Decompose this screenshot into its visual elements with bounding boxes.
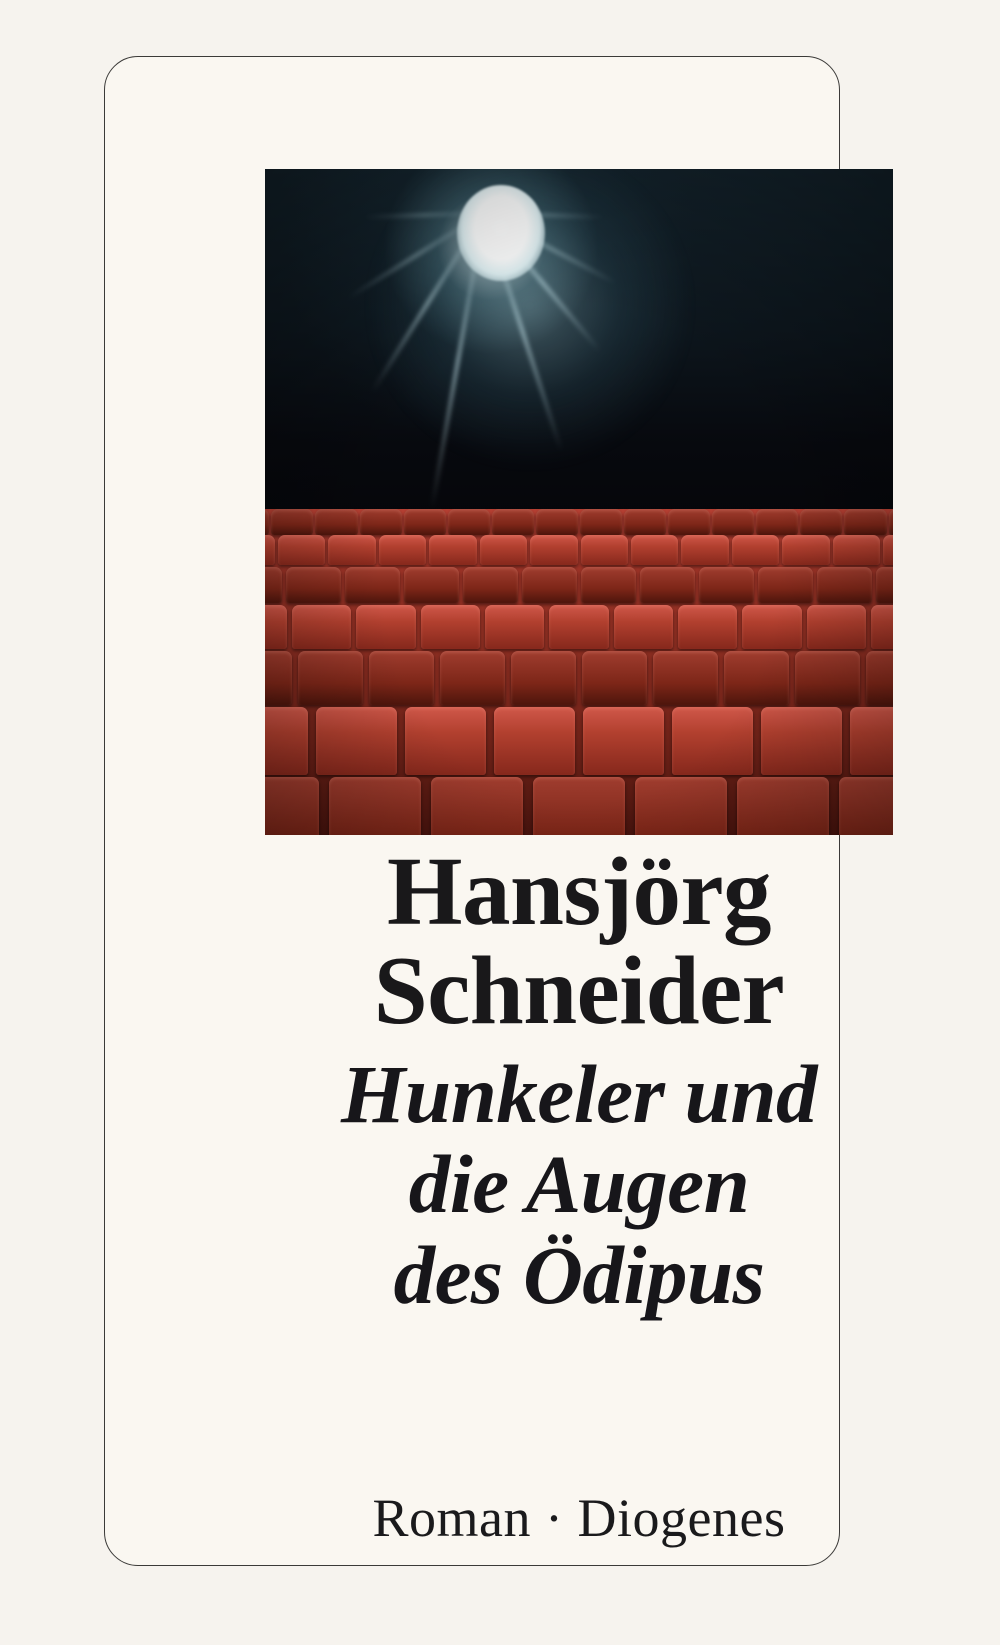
footer-separator: · <box>545 1488 564 1548</box>
seat-row <box>265 535 893 565</box>
publisher-name: Diogenes <box>577 1488 786 1548</box>
seat-row <box>265 509 893 535</box>
author-name <box>255 838 903 1044</box>
cover-footer <box>255 1487 903 1549</box>
title-line-3: des Ödipus <box>393 1228 765 1321</box>
title-line-2: die Augen <box>408 1138 750 1231</box>
author-line-2: Schneider <box>373 936 785 1044</box>
seat-row <box>265 651 893 705</box>
cover-card <box>104 56 840 1566</box>
author-line-1: Hansjörg <box>387 838 771 945</box>
title-line-1: Hunkeler und <box>341 1048 817 1140</box>
seat-row <box>265 707 893 775</box>
sun-icon <box>457 185 545 281</box>
seat-row <box>265 605 893 649</box>
cover-photo <box>265 169 893 835</box>
seat-row <box>265 777 893 835</box>
book-title <box>245 1049 913 1320</box>
genre-label: Roman <box>372 1488 532 1548</box>
photo-sky-region <box>265 169 893 522</box>
photo-seats-region <box>265 509 893 835</box>
seat-row <box>265 567 893 603</box>
